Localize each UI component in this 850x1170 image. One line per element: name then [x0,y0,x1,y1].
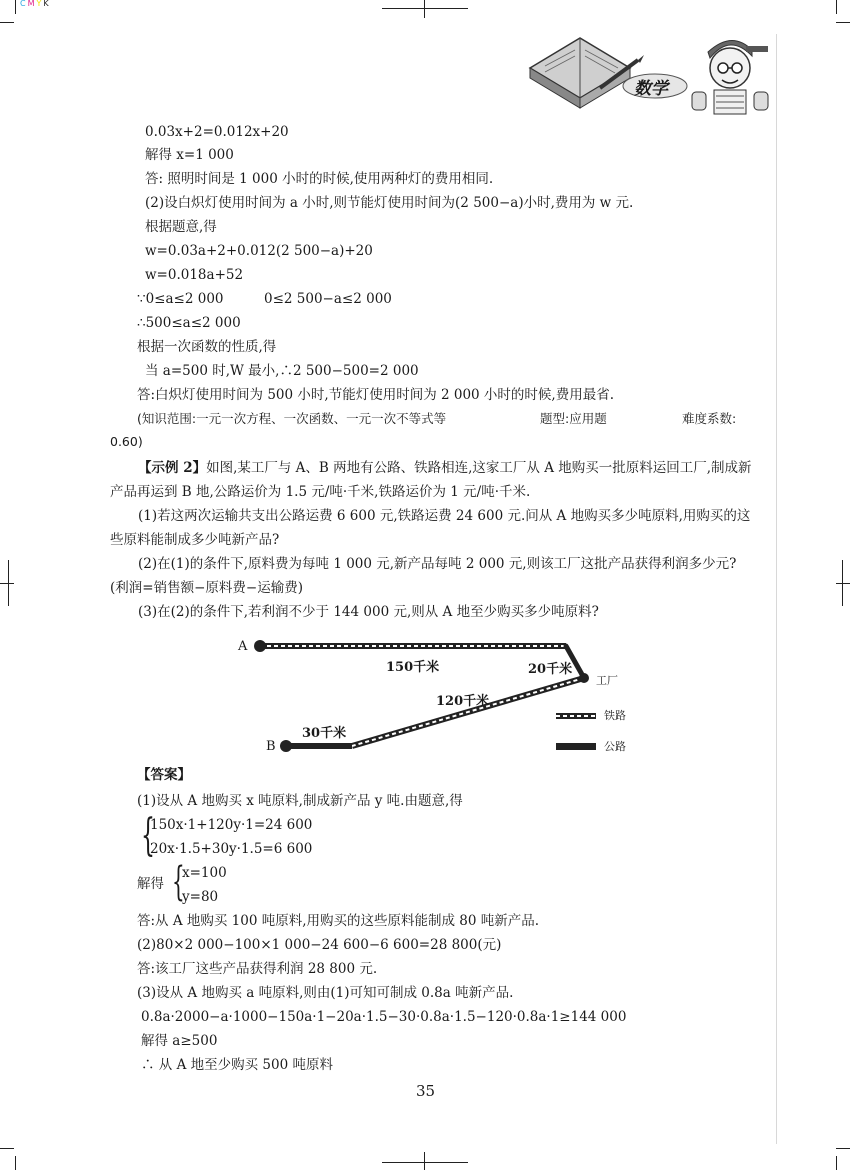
label-a: A [238,639,248,654]
distance-20: 20千米 [528,662,573,677]
legend-road-swatch [556,743,596,750]
label-factory: 工厂 [596,674,618,687]
part2-setup: (2)设白炽灯使用时间为 a 小时,则节能灯使用时间为(2 500−a)小时,费用为 w 元. [145,195,634,211]
inequality-line: ∴500≤a≤2 000 [137,315,241,331]
distance-30: 30千米 [302,726,347,741]
answer-inequality: 0.8a·2000−a·1000−150a·1−20a·1.5−30·0.8a·1.5−120·0.8a·1≥144 000 [141,1009,627,1025]
inequality-line: 0≤2 500−a≤2 000 [264,291,392,307]
header-decoration [520,28,780,118]
answer-line: (3)设从 A 地购买 a 吨原料,则由(1)可知可制成 0.8a 吨新产品. [137,985,514,1001]
solution-brace: { [172,859,185,905]
answer-line: 答:该工厂这些产品获得利润 28 800 元. [137,961,378,977]
equation-line: w=0.03a+2+0.012(2 500−a)+20 [145,243,373,259]
question-type: 题型:应用题 [540,411,607,426]
example-paragraph-2: (1)若这两次运输共支出公路运费 6 600 元,铁路运费 24 600 元.问从 A 地购买多少吨原料,用购买的这些原料能制成多少吨新产品? [110,508,751,548]
solution-y: y=80 [182,889,219,905]
factory-point [579,673,589,683]
answer-line: 解得 a≥500 [141,1033,218,1049]
solution-x: x=100 [182,865,227,881]
book-illustration [520,28,780,118]
subject-label: 数学 [634,79,668,99]
legend-rail-label: 铁路 [604,709,626,722]
system-equation-2: 20x·1.5+30y·1.5=6 600 [150,841,313,857]
distance-150: 150千米 [386,660,440,675]
legend-road-label: 公路 [604,740,626,753]
solve-label: 解得 [137,876,164,892]
equation-line: w=0.018a+52 [145,267,244,283]
answer-line: (2)80×2 000−100×1 000−24 600−6 600=28 800(元) [137,937,502,953]
equation-line: 0.03x+2=0.012x+20 [145,124,289,140]
answer-line: 答:白炽灯使用时间为 500 小时,节能灯使用时间为 2 000 小时的时候,费用最省. [137,387,615,403]
example-tag: 【示例 2】 [138,460,207,476]
example-paragraph-3: (2)在(1)的条件下,原料费为每吨 1 000 元,新产品每吨 2 000 元,则该工厂这批产品获得利润多少元?(利润=销售额−原料费−运输费) [110,556,737,596]
route-diagram [230,630,650,760]
example-paragraph-1: 【示例 2】如图,某工厂与 A、B 两地有公路、铁路相连,这家工厂从 A 地购买一批原料运回工厂,制成新产品再运到 B 地,公路运价为 1.5 元/吨·千米,铁路运价为 1 元/吨·千米. [110,460,752,500]
solve-line: 解得 x=1 000 [145,147,234,163]
answer-title: 【答案】 [137,767,191,783]
equation-brace: { [141,810,155,861]
knowledge-scope: (知识范围:一元一次方程、一次函数、一元一次不等式等 [137,411,447,426]
system-equation-1: 150x·1+120y·1=24 600 [150,817,313,833]
answer-line: 答:从 A 地购买 100 吨原料,用购买的这些原料能制成 80 吨新产品. [137,913,540,929]
inequality-line: ∵0≤a≤2 000 [137,291,224,307]
difficulty-label: 难度系数: [682,411,737,426]
answer-line: (1)设从 A 地购买 x 吨原料,制成新产品 y 吨.由题意,得 [137,793,463,809]
page-number: 35 [416,1082,436,1100]
difficulty-value: 0.60) [110,434,143,449]
legend-rail-swatch [556,713,596,719]
answer-line: 答: 照明时间是 1 000 小时的时候,使用两种灯的费用相同. [145,171,494,187]
text-line: 根据一次函数的性质,得 [137,339,277,355]
point-a [254,640,266,652]
color-bars: C M Y K [20,0,49,8]
text-line: 根据题意,得 [145,219,217,235]
point-b [280,740,292,752]
label-b: B [266,739,276,754]
answer-conclusion: ∴ 从 A 地至少购买 500 吨原料 [141,1057,333,1073]
example-paragraph-4: (3)在(2)的条件下,若利润不少于 144 000 元,则从 A 地至少购买多少吨原料? [138,604,599,620]
distance-120: 120千米 [436,694,490,709]
text-line: 当 a=500 时,W 最小,∴2 500−500=2 000 [145,363,419,379]
